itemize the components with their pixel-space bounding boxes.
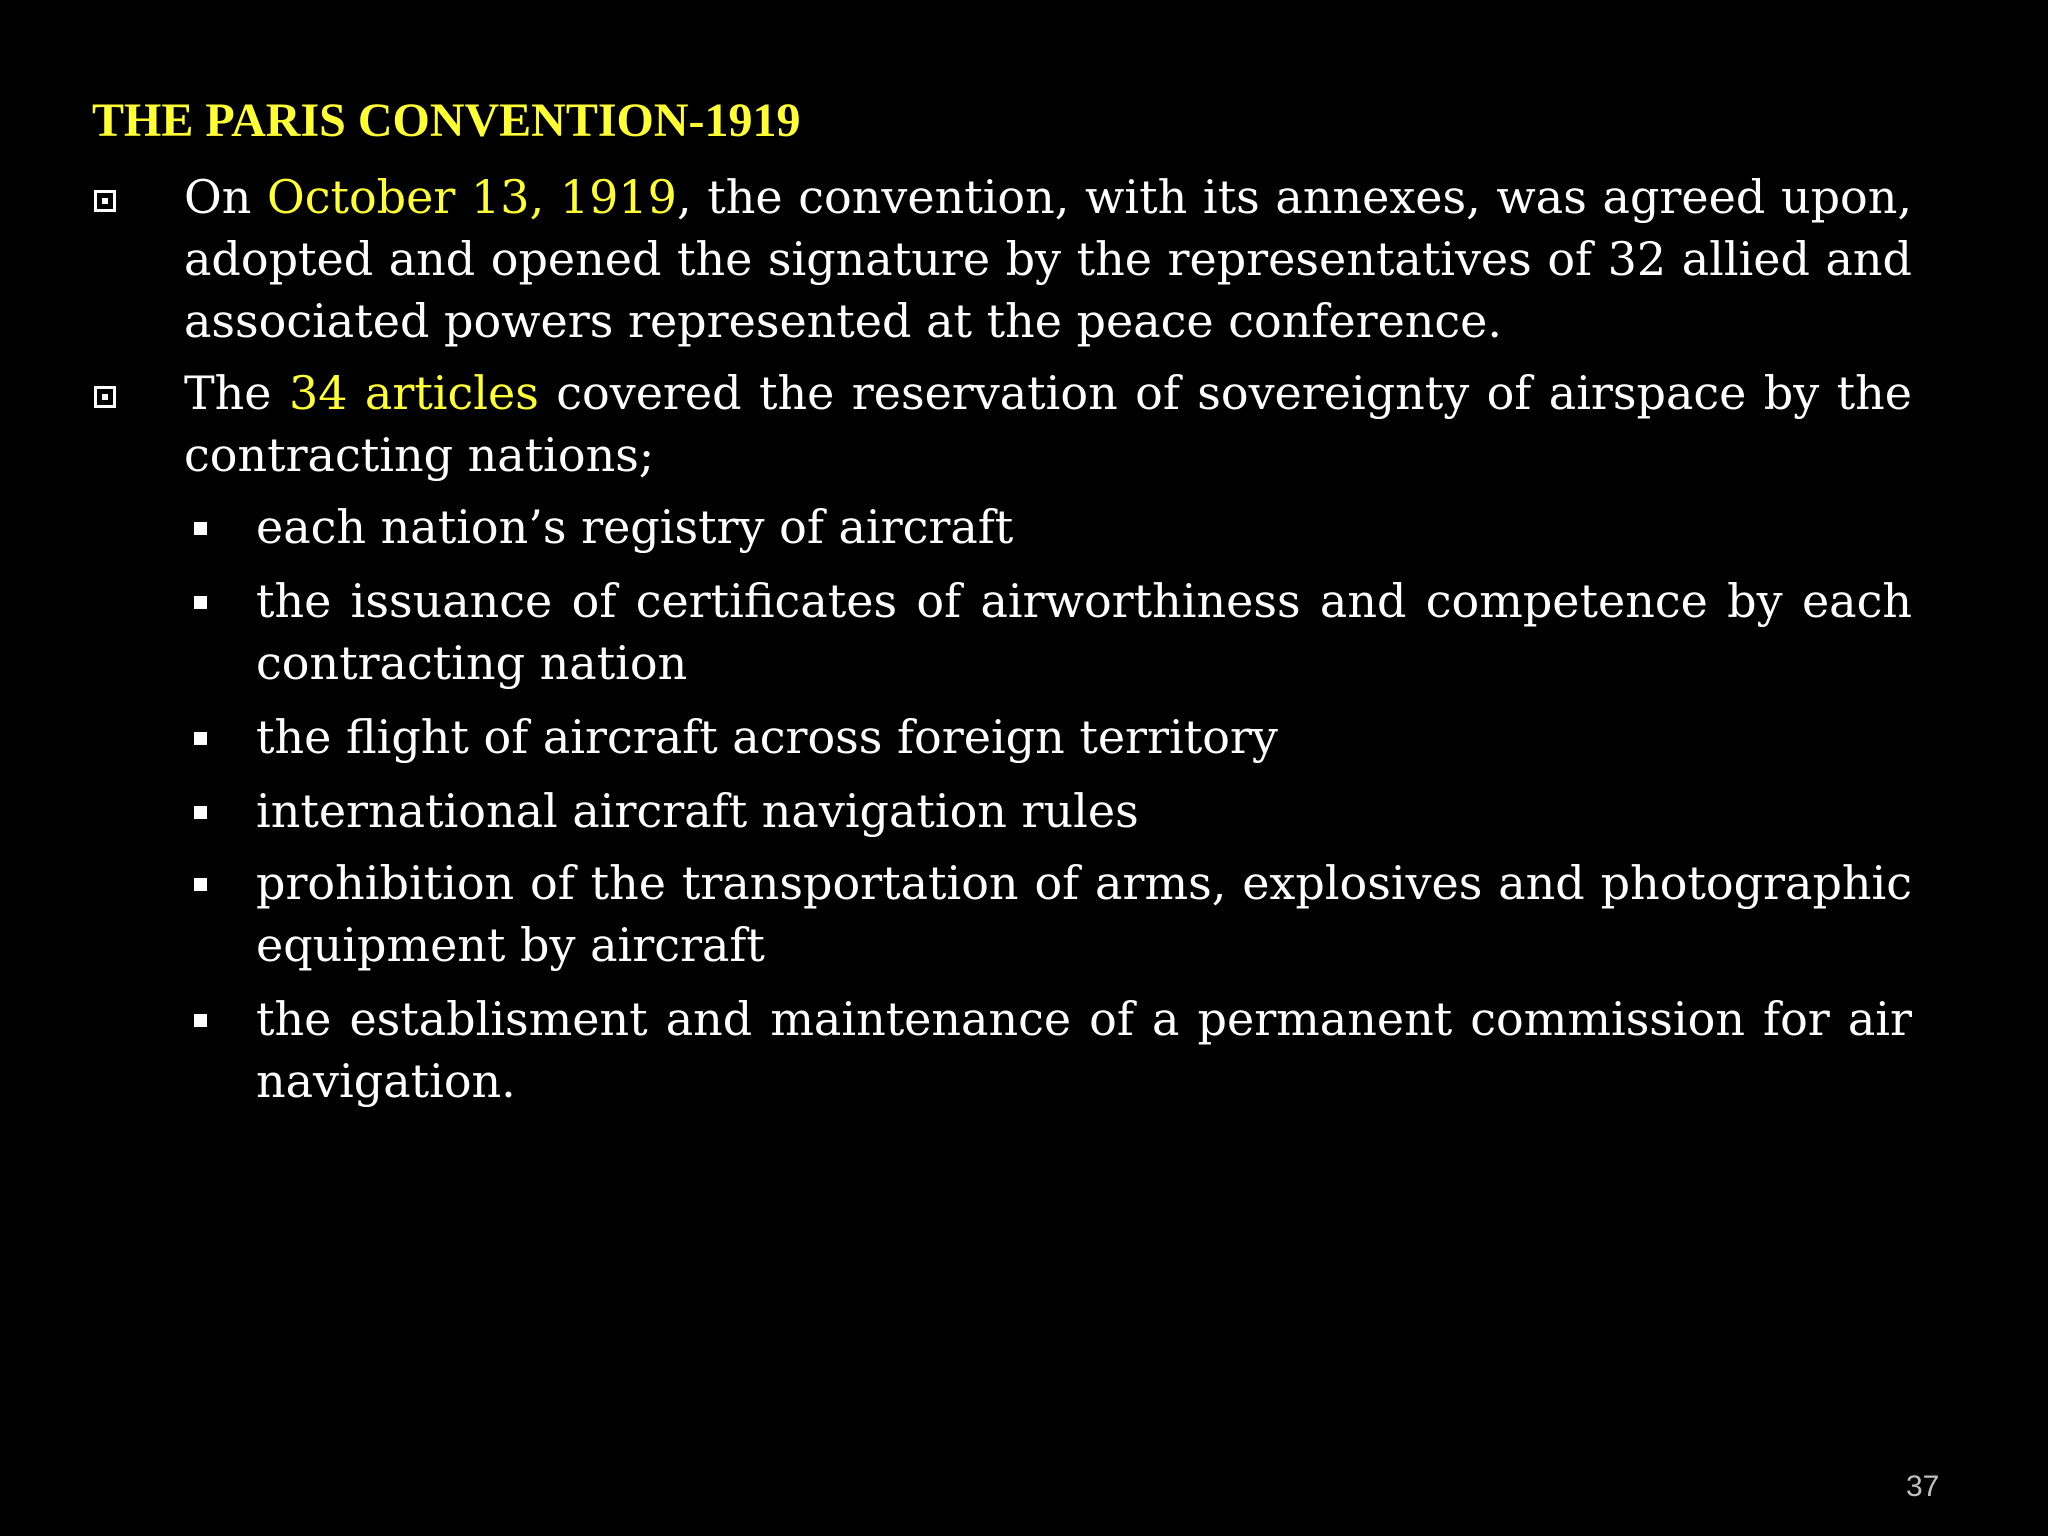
sub-bullet-item (194, 852, 1912, 976)
square-bullet-icon (194, 1014, 207, 1027)
square-bullet-icon (194, 732, 207, 745)
sub-bullet-item (194, 706, 1912, 768)
square-bullet-icon (194, 596, 207, 609)
bullet-item (92, 362, 1912, 486)
boxed-square-bullet-icon (94, 386, 116, 408)
square-bullet-icon (194, 806, 207, 819)
sub-bullet-item (194, 570, 1912, 694)
sub-bullet-text: each nation’s registry of aircraft (256, 500, 1014, 554)
sub-bullet-text: international aircraft navigation rules (256, 784, 1139, 838)
bullet-prefix: On (184, 170, 268, 224)
bullet-text (184, 362, 1912, 486)
sub-bullet-item (194, 780, 1912, 842)
page-number: 37 (1906, 1470, 1940, 1503)
sub-bullet-text: the flight of aircraft across foreign territory (256, 710, 1278, 764)
square-bullet-icon (194, 522, 207, 535)
bullet-suffix: covered the reservation of sovereignty of airspace by the contracting nations; (184, 366, 1912, 482)
sub-bullet-text: the establisment and maintenance of a permanent commission for air navigation. (256, 992, 1912, 1108)
bullet-suffix: , the convention, with its annexes, was agreed upon, adopted and opened the signature by the representatives of 32 allied and associated powers represented at the peace conference. (184, 170, 1912, 348)
boxed-square-bullet-icon (94, 190, 116, 212)
sub-bullet-text: prohibition of the transportation of arms, explosives and photographic equipment by aircraft (256, 856, 1912, 972)
sub-bullet-item (194, 496, 1912, 558)
highlighted-count: 34 articles (288, 366, 539, 420)
sub-bullet-item (194, 988, 1912, 1112)
square-bullet-icon (194, 878, 207, 891)
bullet-text (184, 166, 1912, 352)
slide-title: THE PARIS CONVENTION-1919 (92, 94, 801, 147)
bullet-item (92, 166, 1912, 352)
sub-bullet-text: the issuance of certificates of airworthiness and competence by each contracting nation (256, 574, 1912, 690)
bullet-prefix: The (184, 366, 289, 420)
highlighted-date: October 13, 1919 (267, 170, 677, 224)
